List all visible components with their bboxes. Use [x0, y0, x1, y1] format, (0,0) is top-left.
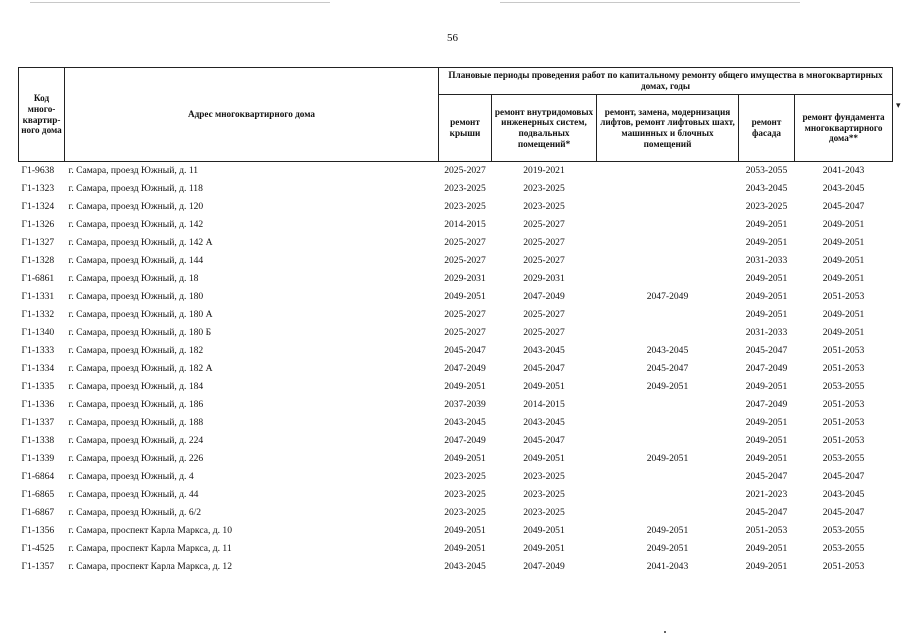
cell-systems: 2023-2025: [523, 201, 565, 213]
cell-address: г. Самара, проезд Южный, д. 180: [68, 291, 204, 303]
header-periods-group: Плановые периоды проведения работ по капитальному ремонту общего имущества в многоквартирных домах, годы: [439, 68, 893, 95]
table-row: [19, 468, 893, 486]
cell-facade: 2049-2051: [745, 453, 788, 465]
cell-code: Г1-1338: [21, 435, 55, 447]
cell-address: г. Самара, проезд Южный, д. 142: [68, 219, 204, 231]
cell-code: Г1-1333: [21, 345, 55, 357]
cell-code: Г1-1335: [21, 381, 55, 393]
table-row: [19, 558, 893, 576]
header-systems: ремонт внутридомовых инженерных систем, подвальных помещений*: [492, 95, 597, 162]
cell-systems: 2025-2027: [523, 309, 565, 321]
cell-facade: 2045-2047: [745, 345, 788, 357]
cell-foundation: 2041-2043: [822, 165, 865, 177]
cell-address: г. Самара, проезд Южный, д. 226: [68, 453, 204, 465]
cell-code: Г1-1340: [21, 327, 55, 339]
cell-systems: 2049-2051: [523, 543, 565, 555]
cell-elevators: 2043-2045: [646, 345, 689, 357]
cell-systems: 2043-2045: [523, 345, 565, 357]
cell-facade: 2049-2051: [745, 381, 788, 393]
cell-facade: 2023-2025: [745, 201, 788, 213]
table-row: [19, 198, 893, 216]
cell-address: г. Самара, проезд Южный, д. 4: [68, 471, 194, 483]
cell-elevators: [597, 198, 739, 216]
cell-roof: 2049-2051: [444, 525, 486, 537]
cell-address: г. Самара, проезд Южный, д. 184: [68, 381, 204, 393]
cell-address: г. Самара, проезд Южный, д. 44: [68, 489, 199, 501]
cell-roof: 2023-2025: [444, 489, 486, 501]
page-number: 56: [447, 32, 458, 44]
cell-roof: 2049-2051: [444, 543, 486, 555]
cell-foundation: 2053-2055: [822, 525, 865, 537]
cell-facade: 2021-2023: [745, 489, 788, 501]
cell-systems: 2023-2025: [523, 507, 565, 519]
repair-schedule-table: [18, 67, 893, 576]
cell-roof: 2043-2045: [444, 561, 486, 573]
cell-address: г. Самара, проезд Южный, д. 182 А: [68, 363, 213, 375]
cell-code: Г1-9638: [21, 165, 55, 177]
cell-systems: 2047-2049: [523, 561, 565, 573]
cell-facade: 2051-2053: [745, 525, 788, 537]
cell-roof: 2025-2027: [444, 255, 486, 267]
cell-foundation: 2053-2055: [822, 453, 865, 465]
cell-foundation: 2051-2053: [822, 435, 865, 447]
table-row: [19, 234, 893, 252]
table-row: [19, 396, 893, 414]
cell-address: г. Самара, проезд Южный, д. 180 Б: [68, 327, 212, 339]
cell-code: Г1-4525: [21, 543, 55, 555]
cell-facade: 2049-2051: [745, 561, 788, 573]
cell-code: Г1-6861: [21, 273, 55, 285]
cell-roof: 2037-2039: [444, 399, 486, 411]
cell-facade: 2031-2033: [745, 255, 788, 267]
table-row: [19, 324, 893, 342]
cell-elevators: 2049-2051: [646, 525, 689, 537]
table-row: [19, 306, 893, 324]
cell-facade: 2047-2049: [745, 399, 788, 411]
cell-foundation: 2051-2053: [822, 399, 865, 411]
cell-foundation: 2053-2055: [822, 381, 865, 393]
table-row: [19, 216, 893, 234]
cell-roof: 2049-2051: [444, 291, 486, 303]
cell-elevators: [597, 504, 739, 522]
cell-code: Г1-6867: [21, 507, 55, 519]
cell-facade: 2049-2051: [745, 273, 788, 285]
cell-address: г. Самара, проезд Южный, д. 120: [68, 201, 204, 213]
cell-foundation: 2049-2051: [822, 219, 865, 231]
cell-systems: 2043-2045: [523, 417, 565, 429]
cell-foundation: 2049-2051: [822, 273, 865, 285]
table-body: [19, 162, 893, 577]
header-elevators: ремонт, замена, модернизация лифтов, ремонт лифтовых шахт, машинных и блочных помещений: [597, 95, 739, 162]
cell-roof: 2047-2049: [444, 435, 486, 447]
table-row: [19, 270, 893, 288]
cell-systems: 2049-2051: [523, 453, 565, 465]
table-row: [19, 288, 893, 306]
cell-roof: 2025-2027: [444, 165, 486, 177]
cell-roof: 2025-2027: [444, 237, 486, 249]
cell-elevators: [597, 414, 739, 432]
table-row: [19, 432, 893, 450]
cell-facade: 2043-2045: [745, 183, 788, 195]
cell-facade: 2031-2033: [745, 327, 788, 339]
cell-systems: 2045-2047: [523, 363, 565, 375]
cell-systems: 2019-2021: [523, 165, 565, 177]
table-row: [19, 360, 893, 378]
cell-systems: 2025-2027: [523, 255, 565, 267]
header-address: Адрес многоквартирного дома: [65, 68, 439, 162]
cell-systems: 2047-2049: [523, 291, 565, 303]
cell-address: г. Самара, проезд Южный, д. 18: [68, 273, 199, 285]
cell-code: Г1-6865: [21, 489, 55, 501]
cell-roof: 2023-2025: [444, 183, 486, 195]
cell-code: Г1-1324: [21, 201, 55, 213]
cell-facade: 2047-2049: [745, 363, 788, 375]
cell-facade: 2045-2047: [745, 507, 788, 519]
cell-foundation: 2053-2055: [822, 543, 865, 555]
cell-systems: 2025-2027: [523, 219, 565, 231]
cell-roof: 2043-2045: [444, 417, 486, 429]
cell-roof: 2049-2051: [444, 453, 486, 465]
cell-code: Г1-1336: [21, 399, 55, 411]
cell-address: г. Самара, проезд Южный, д. 180 А: [68, 309, 213, 321]
cell-code: Г1-1328: [21, 255, 55, 267]
table-row: [19, 414, 893, 432]
cell-elevators: [597, 486, 739, 504]
table-row: [19, 252, 893, 270]
cell-elevators: [597, 216, 739, 234]
cell-code: Г1-1356: [21, 525, 55, 537]
cell-address: г. Самара, проспект Карла Маркса, д. 12: [68, 561, 233, 573]
cell-roof: 2049-2051: [444, 381, 486, 393]
cell-elevators: [597, 162, 739, 181]
table-row: [19, 486, 893, 504]
cell-elevators: [597, 324, 739, 342]
cell-facade: 2049-2051: [745, 237, 788, 249]
header-row-group: [19, 68, 893, 95]
cell-address: г. Самара, проезд Южный, д. 11: [68, 165, 199, 177]
cell-elevators: [597, 270, 739, 288]
cell-address: г. Самара, проспект Карла Маркса, д. 10: [68, 525, 233, 537]
cell-foundation: 2051-2053: [822, 417, 865, 429]
cell-code: Г1-1332: [21, 309, 55, 321]
cell-systems: 2014-2015: [523, 399, 565, 411]
cell-address: г. Самара, проезд Южный, д. 182: [68, 345, 204, 357]
cell-foundation: 2045-2047: [822, 507, 865, 519]
cell-foundation: 2045-2047: [822, 471, 865, 483]
cell-foundation: 2043-2045: [822, 489, 865, 501]
cell-roof: 2025-2027: [444, 309, 486, 321]
cell-elevators: [597, 432, 739, 450]
cell-facade: 2049-2051: [745, 435, 788, 447]
cell-systems: 2045-2047: [523, 435, 565, 447]
cell-roof: 2023-2025: [444, 507, 486, 519]
cell-address: г. Самара, проезд Южный, д. 144: [68, 255, 204, 267]
cell-systems: 2049-2051: [523, 381, 565, 393]
cell-address: г. Самара, проезд Южный, д. 142 А: [68, 237, 213, 249]
cell-facade: 2053-2055: [745, 165, 788, 177]
top-rule-left: [30, 2, 330, 3]
header-facade: ремонт фасада: [739, 95, 795, 162]
cell-facade: 2049-2051: [745, 291, 788, 303]
table-row: [19, 522, 893, 540]
cell-foundation: 2049-2051: [822, 327, 865, 339]
cell-systems: 2029-2031: [523, 273, 565, 285]
top-rule-right: [500, 2, 800, 3]
cell-facade: 2049-2051: [745, 417, 788, 429]
scan-dot: [664, 631, 666, 633]
cell-code: Г1-1337: [21, 417, 55, 429]
cell-address: г. Самара, проезд Южный, д. 186: [68, 399, 204, 411]
cell-code: Г1-1357: [21, 561, 55, 573]
cell-foundation: 2051-2053: [822, 291, 865, 303]
cell-code: Г1-1339: [21, 453, 55, 465]
table-row: [19, 450, 893, 468]
table-row: [19, 162, 893, 181]
cell-code: Г1-1326: [21, 219, 55, 231]
cell-roof: 2047-2049: [444, 363, 486, 375]
cell-systems: 2023-2025: [523, 489, 565, 501]
cell-address: г. Самара, проезд Южный, д. 224: [68, 435, 204, 447]
cell-systems: 2049-2051: [523, 525, 565, 537]
cell-roof: 2023-2025: [444, 201, 486, 213]
cell-code: Г1-1334: [21, 363, 55, 375]
cell-foundation: 2051-2053: [822, 363, 865, 375]
header-roof: ремонт крыши: [439, 95, 492, 162]
cell-foundation: 2043-2045: [822, 183, 865, 195]
cell-foundation: 2051-2053: [822, 345, 865, 357]
table-row: [19, 378, 893, 396]
table-row: [19, 540, 893, 558]
cell-code: Г1-1331: [21, 291, 55, 303]
cell-elevators: [597, 396, 739, 414]
header-code: Код много-квартир-ного дома: [19, 68, 65, 162]
side-mark: ▾: [896, 100, 901, 110]
cell-foundation: 2049-2051: [822, 237, 865, 249]
header-foundation: ремонт фундамента многоквартирного дома**: [795, 95, 893, 162]
cell-foundation: 2051-2053: [822, 561, 865, 573]
cell-foundation: 2049-2051: [822, 309, 865, 321]
cell-foundation: 2049-2051: [822, 255, 865, 267]
cell-elevators: 2049-2051: [646, 453, 689, 465]
cell-elevators: 2047-2049: [646, 291, 689, 303]
cell-address: г. Самара, проспект Карла Маркса, д. 11: [68, 543, 232, 555]
cell-code: Г1-1327: [21, 237, 55, 249]
cell-address: г. Самара, проезд Южный, д. 118: [68, 183, 203, 195]
cell-roof: 2014-2015: [444, 219, 486, 231]
cell-address: г. Самара, проезд Южный, д. 188: [68, 417, 204, 429]
cell-systems: 2023-2025: [523, 183, 565, 195]
cell-elevators: [597, 252, 739, 270]
cell-elevators: 2041-2043: [646, 561, 689, 573]
cell-address: г. Самара, проезд Южный, д. 6/2: [68, 507, 202, 519]
cell-elevators: 2049-2051: [646, 543, 689, 555]
table-row: [19, 504, 893, 522]
cell-roof: 2023-2025: [444, 471, 486, 483]
cell-elevators: [597, 180, 739, 198]
cell-code: Г1-1323: [21, 183, 55, 195]
cell-systems: 2023-2025: [523, 471, 565, 483]
cell-elevators: 2049-2051: [646, 381, 689, 393]
cell-foundation: 2045-2047: [822, 201, 865, 213]
cell-systems: 2025-2027: [523, 327, 565, 339]
cell-facade: 2049-2051: [745, 309, 788, 321]
cell-roof: 2045-2047: [444, 345, 486, 357]
cell-facade: 2049-2051: [745, 219, 788, 231]
cell-roof: 2025-2027: [444, 327, 486, 339]
cell-elevators: 2045-2047: [646, 363, 689, 375]
cell-code: Г1-6864: [21, 471, 55, 483]
cell-facade: 2049-2051: [745, 543, 788, 555]
cell-elevators: [597, 306, 739, 324]
cell-facade: 2045-2047: [745, 471, 788, 483]
cell-elevators: [597, 468, 739, 486]
cell-roof: 2029-2031: [444, 273, 486, 285]
table-row: [19, 342, 893, 360]
table-row: [19, 180, 893, 198]
cell-elevators: [597, 234, 739, 252]
cell-systems: 2025-2027: [523, 237, 565, 249]
